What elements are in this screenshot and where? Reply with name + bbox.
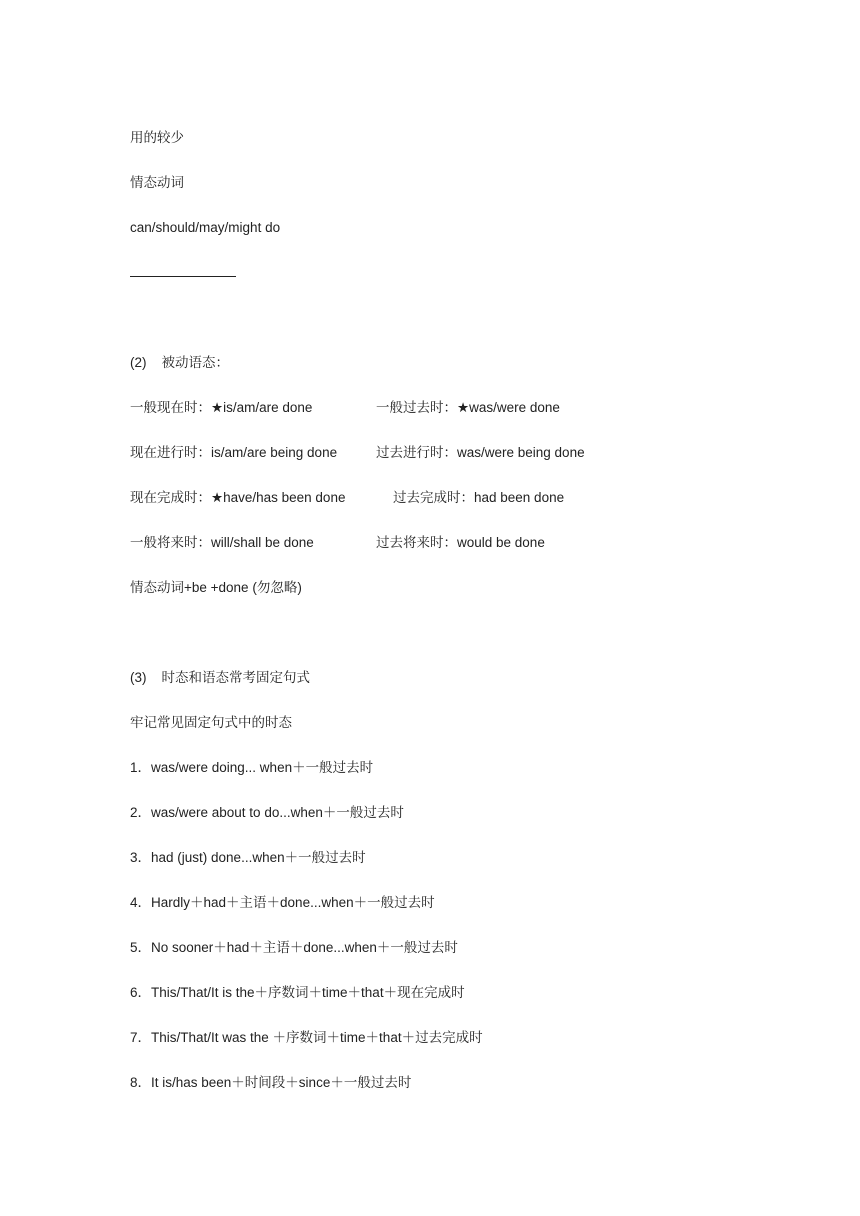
text-line-usage-note: 用的较少 — [130, 130, 184, 145]
list-item: 1．was/were doing... when＋一般过去时 — [130, 760, 374, 775]
passive-row-left: 一般将来时：will/shall be done — [130, 535, 314, 550]
passive-row-right: 一般过去时：★was/were done — [376, 400, 560, 415]
list-item: 5．No sooner＋had＋主语＋done...when＋一般过去时 — [130, 940, 458, 955]
passive-row-right: 过去将来时：would be done — [376, 535, 545, 550]
list-item: 8．It is/has been＋时间段＋since＋一般过去时 — [130, 1075, 412, 1090]
modal-passive-note: 情态动词+be +done (勿忽略) — [130, 580, 302, 595]
passive-row-right: 过去进行时：was/were being done — [376, 445, 585, 460]
list-item: 6．This/That/It is the＋序数词＋time＋that＋现在完成时 — [130, 985, 465, 1000]
text-line-modal-verbs: 情态动词 — [130, 175, 184, 190]
passive-row-left: 现在完成时：★have/has been done — [130, 490, 346, 505]
passive-row-right: 过去完成时：had been done — [393, 490, 565, 505]
list-item: 2．was/were about to do...when＋一般过去时 — [130, 805, 404, 820]
list-item: 3．had (just) done...when＋一般过去时 — [130, 850, 366, 865]
list-item: 4．Hardly＋had＋主语＋done...when＋一般过去时 — [130, 895, 435, 910]
fixed-patterns-heading: (3) 时态和语态常考固定句式 — [130, 670, 311, 685]
passive-voice-heading: (2) 被动语态： — [130, 355, 230, 370]
text-line-modal-forms: can/should/may/might do — [130, 220, 281, 235]
passive-row-left: 现在进行时：is/am/are being done — [130, 445, 338, 460]
passive-row-left: 一般现在时：★is/am/are done — [130, 400, 313, 415]
fixed-patterns-subheading: 牢记常见固定句式中的时态 — [130, 715, 292, 730]
blank-underline — [130, 276, 236, 277]
list-item: 7．This/That/It was the ＋序数词＋time＋that＋过去完成时 — [130, 1030, 483, 1045]
